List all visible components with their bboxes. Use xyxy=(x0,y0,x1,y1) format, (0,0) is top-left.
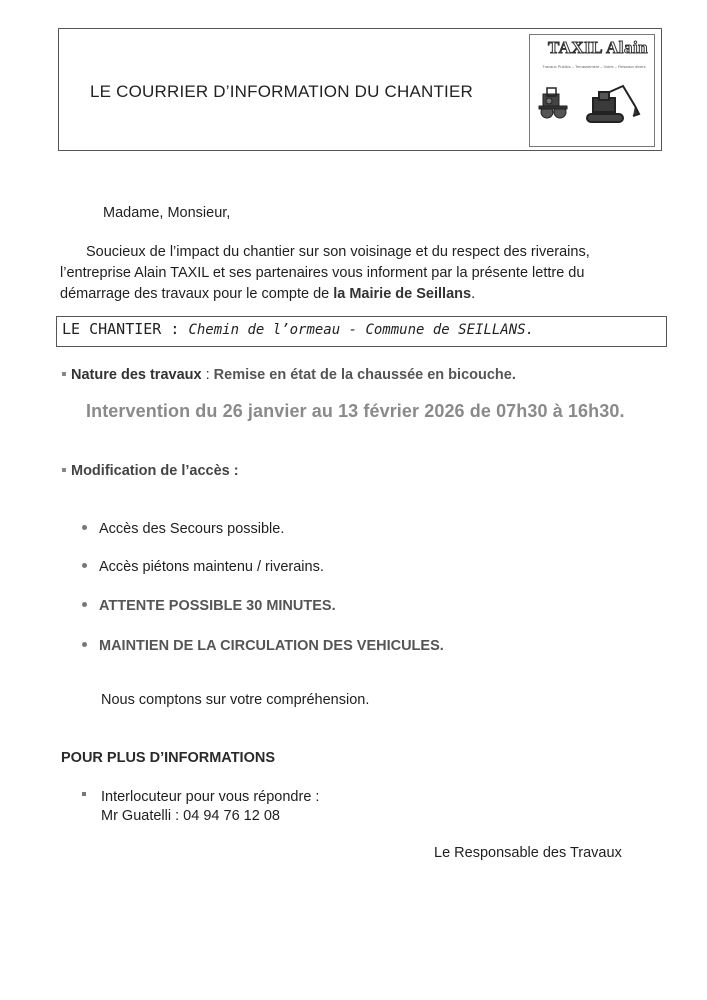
square-bullet-icon xyxy=(62,372,66,376)
nature-travaux xyxy=(62,367,516,383)
intervention-dates: Intervention du 26 janvier au 13 février 2026 de 07h30 à 16h30. xyxy=(86,401,625,421)
excavator-icon xyxy=(587,86,639,122)
bullet-dot-icon xyxy=(82,642,87,647)
list-item-text: Accès piétons maintenu / riverains. xyxy=(99,559,324,575)
intro-paragraph xyxy=(60,242,660,305)
intro-line-3-prefix: démarrage des travaux pour le compte de xyxy=(60,286,334,302)
signature: Le Responsable des Travaux xyxy=(434,845,622,861)
list-item-text: ATTENTE POSSIBLE 30 MINUTES. xyxy=(99,598,336,614)
logo-subtitle: Travaux Publics – Terrassement – Voirie – Réseaux divers xyxy=(542,64,646,69)
intro-line-3-suffix: . xyxy=(471,286,476,302)
roller-machine-icon xyxy=(539,88,567,118)
nature-value: Remise en état de la chaussée en bicouche. xyxy=(213,367,516,383)
bullet-dot-icon xyxy=(82,563,87,568)
chantier-line xyxy=(62,320,534,338)
contact-label: Interlocuteur pour vous répondre : xyxy=(101,789,320,805)
contact-phone: Mr Guatelli : 04 94 76 12 08 xyxy=(101,808,280,824)
salutation: Madame, Monsieur, xyxy=(103,205,231,221)
bullet-dot-icon xyxy=(82,525,87,530)
square-bullet-icon xyxy=(62,468,66,472)
chantier-label: LE CHANTIER : xyxy=(62,320,189,338)
list-item xyxy=(82,598,336,614)
contact-row xyxy=(82,788,319,807)
intro-line-2: l’entreprise Alain TAXIL et ses partenaires vous informent par la présente lettre du xyxy=(60,265,585,281)
document-title: LE COURRIER D’INFORMATION DU CHANTIER xyxy=(90,82,473,101)
modification-title-text: Modification de l’accès : xyxy=(71,463,239,479)
list-item xyxy=(82,559,324,575)
nature-separator: : xyxy=(201,367,214,383)
list-item xyxy=(82,521,284,537)
list-item xyxy=(82,638,444,654)
list-item-text: Accès des Secours possible. xyxy=(99,521,285,537)
nature-label: Nature des travaux xyxy=(71,367,202,383)
contact-block xyxy=(82,788,319,826)
more-info-title: POUR PLUS D’INFORMATIONS xyxy=(61,750,276,766)
intro-line-1: Soucieux de l’impact du chantier sur son voisinage et du respect des riverains, xyxy=(86,244,590,260)
closing-sentence: Nous comptons sur votre compréhension. xyxy=(101,692,370,708)
client-name: la Mairie de Seillans xyxy=(333,286,472,302)
square-bullet-icon xyxy=(82,792,86,796)
list-item-text: MAINTIEN DE LA CIRCULATION DES VEHICULES. xyxy=(99,638,444,654)
logo-machinery-image xyxy=(535,76,650,131)
intro-line-3 xyxy=(60,284,660,305)
bullet-dot-icon xyxy=(82,602,87,607)
logo-company-name: TAXIL Alain xyxy=(548,38,649,57)
modification-acces-title xyxy=(62,463,239,479)
chantier-location: Chemin de l’ormeau - Commune de SEILLANS. xyxy=(188,322,535,338)
